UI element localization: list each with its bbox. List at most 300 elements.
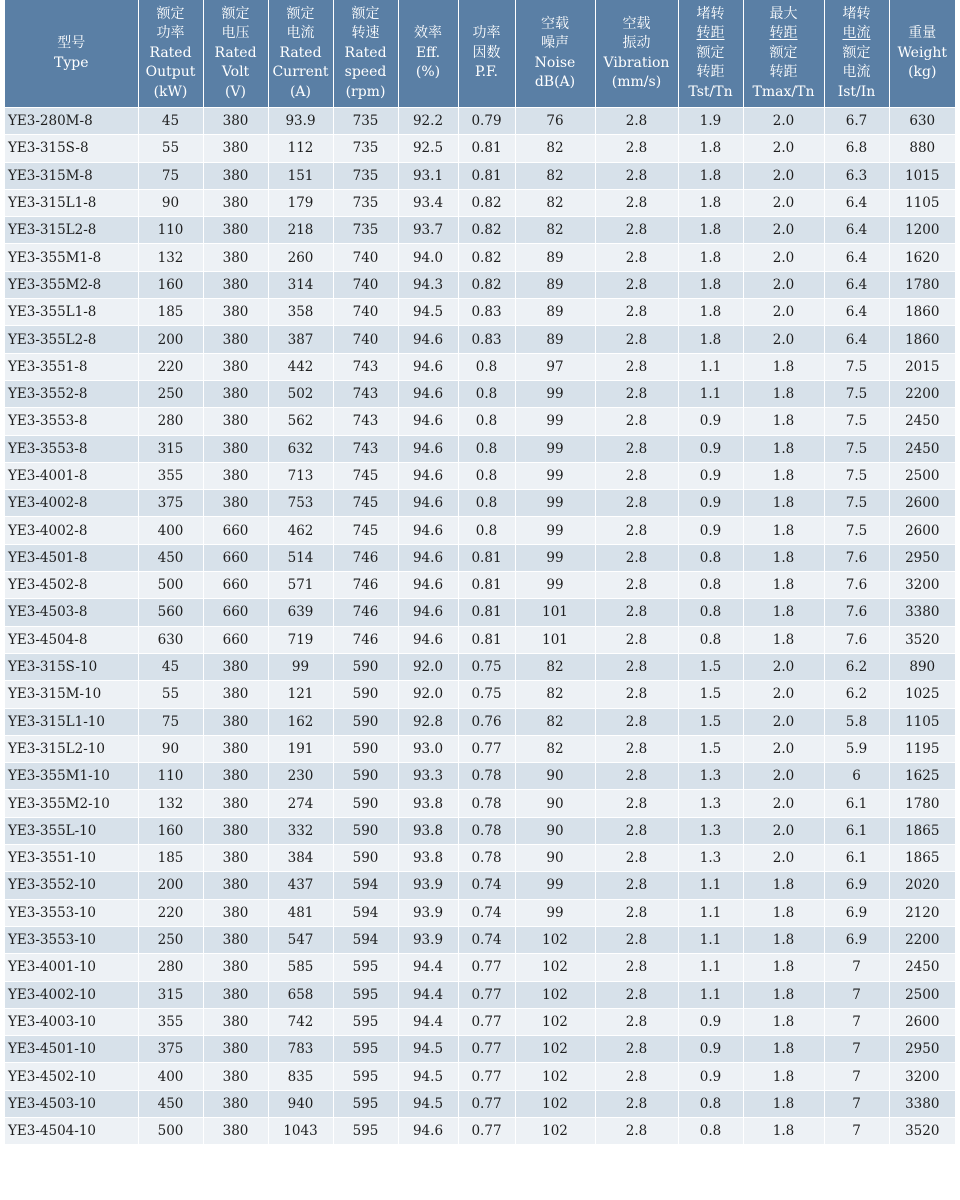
cell-tmax-tn: 1.8 bbox=[743, 1090, 824, 1117]
cell-power-factor: 0.8 bbox=[458, 462, 515, 489]
cell-ist-in: 6.3 bbox=[824, 162, 889, 189]
cell-type: YE3-3553-10 bbox=[5, 899, 138, 926]
cell-rated-speed: 745 bbox=[333, 490, 398, 517]
cell-tmax-tn: 1.8 bbox=[743, 599, 824, 626]
cell-weight: 1105 bbox=[889, 189, 955, 216]
cell-efficiency: 94.6 bbox=[398, 380, 458, 407]
cell-rated-current: 632 bbox=[268, 435, 333, 462]
cell-type: YE3-315S-8 bbox=[5, 135, 138, 162]
cell-rated-current: 658 bbox=[268, 981, 333, 1008]
cell-ist-in: 7.5 bbox=[824, 490, 889, 517]
cell-tmax-tn: 1.8 bbox=[743, 380, 824, 407]
table-row bbox=[5, 162, 955, 189]
cell-tmax-tn: 2.0 bbox=[743, 108, 824, 135]
cell-power-factor: 0.82 bbox=[458, 244, 515, 271]
cell-rated-volt: 380 bbox=[203, 353, 268, 380]
header-rated-output: 额定 功率 Rated Output (kW) bbox=[138, 0, 203, 108]
cell-rated-output: 375 bbox=[138, 1036, 203, 1063]
cell-rated-speed: 740 bbox=[333, 299, 398, 326]
cell-power-factor: 0.77 bbox=[458, 735, 515, 762]
cell-power-factor: 0.77 bbox=[458, 1036, 515, 1063]
cell-power-factor: 0.74 bbox=[458, 872, 515, 899]
table-row bbox=[5, 1090, 955, 1117]
cell-vibration: 2.8 bbox=[595, 817, 678, 844]
cell-rated-speed: 590 bbox=[333, 817, 398, 844]
cell-efficiency: 93.9 bbox=[398, 926, 458, 953]
cell-rated-output: 185 bbox=[138, 299, 203, 326]
cell-type: YE3-4503-10 bbox=[5, 1090, 138, 1117]
cell-ist-in: 6.4 bbox=[824, 217, 889, 244]
table-row bbox=[5, 271, 955, 298]
cell-type: YE3-4002-8 bbox=[5, 490, 138, 517]
cell-vibration: 2.8 bbox=[595, 162, 678, 189]
cell-rated-output: 55 bbox=[138, 135, 203, 162]
cell-noise: 99 bbox=[515, 408, 595, 435]
cell-rated-speed: 735 bbox=[333, 217, 398, 244]
cell-vibration: 2.8 bbox=[595, 872, 678, 899]
cell-efficiency: 93.4 bbox=[398, 189, 458, 216]
cell-ist-in: 5.8 bbox=[824, 708, 889, 735]
cell-type: YE3-355L2-8 bbox=[5, 326, 138, 353]
header-rated-volt: 额定 电压 Rated Volt (V) bbox=[203, 0, 268, 108]
cell-ist-in: 7 bbox=[824, 954, 889, 981]
cell-efficiency: 92.2 bbox=[398, 108, 458, 135]
cell-power-factor: 0.81 bbox=[458, 135, 515, 162]
cell-ist-in: 6.4 bbox=[824, 244, 889, 271]
cell-ist-in: 7.5 bbox=[824, 408, 889, 435]
cell-noise: 90 bbox=[515, 763, 595, 790]
cell-tmax-tn: 1.8 bbox=[743, 1063, 824, 1090]
cell-rated-current: 547 bbox=[268, 926, 333, 953]
cell-efficiency: 94.6 bbox=[398, 517, 458, 544]
cell-noise: 102 bbox=[515, 954, 595, 981]
cell-vibration: 2.8 bbox=[595, 572, 678, 599]
cell-ist-in: 7.5 bbox=[824, 517, 889, 544]
cell-vibration: 2.8 bbox=[595, 135, 678, 162]
cell-tst-tn: 0.9 bbox=[678, 435, 743, 462]
cell-rated-speed: 740 bbox=[333, 326, 398, 353]
cell-power-factor: 0.83 bbox=[458, 326, 515, 353]
cell-vibration: 2.8 bbox=[595, 790, 678, 817]
cell-ist-in: 7.6 bbox=[824, 544, 889, 571]
table-row bbox=[5, 135, 955, 162]
cell-rated-output: 132 bbox=[138, 790, 203, 817]
cell-type: YE3-3551-10 bbox=[5, 845, 138, 872]
cell-vibration: 2.8 bbox=[595, 1090, 678, 1117]
cell-tmax-tn: 1.8 bbox=[743, 408, 824, 435]
cell-efficiency: 94.3 bbox=[398, 271, 458, 298]
cell-rated-output: 250 bbox=[138, 380, 203, 407]
cell-rated-output: 160 bbox=[138, 817, 203, 844]
cell-noise: 99 bbox=[515, 490, 595, 517]
cell-vibration: 2.8 bbox=[595, 954, 678, 981]
cell-power-factor: 0.82 bbox=[458, 217, 515, 244]
cell-rated-speed: 743 bbox=[333, 408, 398, 435]
cell-power-factor: 0.8 bbox=[458, 353, 515, 380]
cell-rated-volt: 380 bbox=[203, 1090, 268, 1117]
cell-rated-speed: 743 bbox=[333, 380, 398, 407]
cell-rated-current: 713 bbox=[268, 462, 333, 489]
cell-rated-output: 315 bbox=[138, 435, 203, 462]
cell-power-factor: 0.75 bbox=[458, 681, 515, 708]
table-row bbox=[5, 217, 955, 244]
cell-weight: 3200 bbox=[889, 572, 955, 599]
cell-tmax-tn: 2.0 bbox=[743, 681, 824, 708]
cell-rated-volt: 380 bbox=[203, 1008, 268, 1035]
header-rated-current: 额定 电流 Rated Current (A) bbox=[268, 0, 333, 108]
cell-rated-volt: 380 bbox=[203, 271, 268, 298]
header-weight: 重量 Weight (kg) bbox=[889, 0, 955, 108]
cell-efficiency: 94.5 bbox=[398, 1036, 458, 1063]
cell-weight: 2450 bbox=[889, 408, 955, 435]
cell-efficiency: 93.8 bbox=[398, 790, 458, 817]
cell-efficiency: 93.7 bbox=[398, 217, 458, 244]
cell-ist-in: 6.1 bbox=[824, 845, 889, 872]
cell-power-factor: 0.81 bbox=[458, 162, 515, 189]
cell-vibration: 2.8 bbox=[595, 353, 678, 380]
cell-ist-in: 6.7 bbox=[824, 108, 889, 135]
cell-vibration: 2.8 bbox=[595, 1036, 678, 1063]
cell-rated-speed: 740 bbox=[333, 244, 398, 271]
cell-type: YE3-4504-10 bbox=[5, 1117, 138, 1144]
cell-rated-volt: 660 bbox=[203, 626, 268, 653]
cell-vibration: 2.8 bbox=[595, 462, 678, 489]
cell-rated-output: 355 bbox=[138, 1008, 203, 1035]
cell-rated-volt: 380 bbox=[203, 326, 268, 353]
cell-efficiency: 94.6 bbox=[398, 435, 458, 462]
table-row bbox=[5, 435, 955, 462]
cell-rated-volt: 380 bbox=[203, 790, 268, 817]
header-noise: 空载 噪声 Noise dB(A) bbox=[515, 0, 595, 108]
cell-ist-in: 6.9 bbox=[824, 872, 889, 899]
cell-tmax-tn: 1.8 bbox=[743, 1117, 824, 1144]
cell-tmax-tn: 1.8 bbox=[743, 490, 824, 517]
cell-type: YE3-315M-8 bbox=[5, 162, 138, 189]
cell-type: YE3-315S-10 bbox=[5, 653, 138, 680]
cell-tst-tn: 0.9 bbox=[678, 1008, 743, 1035]
cell-rated-volt: 660 bbox=[203, 572, 268, 599]
cell-ist-in: 7 bbox=[824, 1090, 889, 1117]
cell-tst-tn: 0.8 bbox=[678, 599, 743, 626]
cell-rated-volt: 380 bbox=[203, 462, 268, 489]
cell-rated-output: 375 bbox=[138, 490, 203, 517]
cell-tst-tn: 0.9 bbox=[678, 1063, 743, 1090]
cell-tmax-tn: 1.8 bbox=[743, 872, 824, 899]
header-rated-speed: 额定 转速 Rated speed (rpm) bbox=[333, 0, 398, 108]
cell-rated-output: 90 bbox=[138, 735, 203, 762]
cell-rated-current: 502 bbox=[268, 380, 333, 407]
cell-rated-speed: 590 bbox=[333, 735, 398, 762]
cell-rated-output: 200 bbox=[138, 872, 203, 899]
cell-rated-current: 230 bbox=[268, 763, 333, 790]
cell-power-factor: 0.77 bbox=[458, 1063, 515, 1090]
cell-rated-output: 220 bbox=[138, 353, 203, 380]
cell-rated-current: 384 bbox=[268, 845, 333, 872]
cell-ist-in: 7 bbox=[824, 1117, 889, 1144]
cell-tst-tn: 1.1 bbox=[678, 380, 743, 407]
cell-noise: 99 bbox=[515, 544, 595, 571]
cell-tst-tn: 1.1 bbox=[678, 954, 743, 981]
cell-rated-volt: 380 bbox=[203, 708, 268, 735]
table-body bbox=[5, 108, 955, 1145]
cell-tst-tn: 0.9 bbox=[678, 1036, 743, 1063]
cell-vibration: 2.8 bbox=[595, 299, 678, 326]
cell-rated-current: 151 bbox=[268, 162, 333, 189]
cell-noise: 89 bbox=[515, 244, 595, 271]
cell-tst-tn: 1.9 bbox=[678, 108, 743, 135]
cell-tst-tn: 0.8 bbox=[678, 544, 743, 571]
cell-rated-volt: 380 bbox=[203, 653, 268, 680]
cell-rated-output: 280 bbox=[138, 408, 203, 435]
cell-weight: 2200 bbox=[889, 380, 955, 407]
cell-ist-in: 7 bbox=[824, 1036, 889, 1063]
cell-rated-speed: 590 bbox=[333, 708, 398, 735]
cell-rated-current: 387 bbox=[268, 326, 333, 353]
cell-vibration: 2.8 bbox=[595, 1063, 678, 1090]
table-row bbox=[5, 108, 955, 135]
cell-weight: 1860 bbox=[889, 326, 955, 353]
cell-tmax-tn: 2.0 bbox=[743, 763, 824, 790]
cell-vibration: 2.8 bbox=[595, 271, 678, 298]
cell-power-factor: 0.74 bbox=[458, 926, 515, 953]
cell-tst-tn: 1.1 bbox=[678, 353, 743, 380]
cell-noise: 102 bbox=[515, 1090, 595, 1117]
cell-tmax-tn: 1.8 bbox=[743, 899, 824, 926]
cell-vibration: 2.8 bbox=[595, 380, 678, 407]
cell-rated-volt: 380 bbox=[203, 1036, 268, 1063]
cell-vibration: 2.8 bbox=[595, 435, 678, 462]
cell-rated-output: 450 bbox=[138, 544, 203, 571]
header-tst-tn: 堵转 转距 额定 转距 Tst/Tn bbox=[678, 0, 743, 108]
cell-noise: 101 bbox=[515, 626, 595, 653]
table-row bbox=[5, 462, 955, 489]
cell-rated-speed: 746 bbox=[333, 599, 398, 626]
cell-weight: 1780 bbox=[889, 790, 955, 817]
cell-rated-speed: 595 bbox=[333, 1036, 398, 1063]
cell-tst-tn: 1.3 bbox=[678, 790, 743, 817]
cell-rated-speed: 594 bbox=[333, 899, 398, 926]
cell-efficiency: 94.6 bbox=[398, 544, 458, 571]
cell-weight: 2020 bbox=[889, 872, 955, 899]
cell-rated-current: 314 bbox=[268, 271, 333, 298]
cell-tst-tn: 1.8 bbox=[678, 271, 743, 298]
cell-rated-speed: 735 bbox=[333, 108, 398, 135]
cell-weight: 1625 bbox=[889, 763, 955, 790]
cell-rated-output: 75 bbox=[138, 162, 203, 189]
table-row bbox=[5, 899, 955, 926]
cell-noise: 99 bbox=[515, 462, 595, 489]
cell-tmax-tn: 2.0 bbox=[743, 790, 824, 817]
cell-tst-tn: 1.5 bbox=[678, 708, 743, 735]
cell-noise: 99 bbox=[515, 380, 595, 407]
cell-rated-volt: 660 bbox=[203, 599, 268, 626]
table-row bbox=[5, 1036, 955, 1063]
table-row bbox=[5, 572, 955, 599]
cell-rated-volt: 380 bbox=[203, 926, 268, 953]
cell-weight: 3380 bbox=[889, 599, 955, 626]
table-row bbox=[5, 380, 955, 407]
cell-weight: 3380 bbox=[889, 1090, 955, 1117]
cell-rated-output: 200 bbox=[138, 326, 203, 353]
cell-type: YE3-4003-10 bbox=[5, 1008, 138, 1035]
cell-noise: 82 bbox=[515, 681, 595, 708]
cell-tst-tn: 1.3 bbox=[678, 845, 743, 872]
cell-rated-output: 132 bbox=[138, 244, 203, 271]
cell-rated-volt: 380 bbox=[203, 408, 268, 435]
cell-tst-tn: 1.8 bbox=[678, 244, 743, 271]
cell-weight: 1015 bbox=[889, 162, 955, 189]
cell-weight: 2015 bbox=[889, 353, 955, 380]
cell-power-factor: 0.8 bbox=[458, 490, 515, 517]
cell-noise: 82 bbox=[515, 735, 595, 762]
cell-efficiency: 94.4 bbox=[398, 981, 458, 1008]
cell-weight: 3520 bbox=[889, 1117, 955, 1144]
cell-rated-volt: 380 bbox=[203, 244, 268, 271]
cell-tmax-tn: 1.8 bbox=[743, 517, 824, 544]
cell-noise: 102 bbox=[515, 1036, 595, 1063]
cell-efficiency: 93.9 bbox=[398, 899, 458, 926]
table-row bbox=[5, 353, 955, 380]
cell-power-factor: 0.76 bbox=[458, 708, 515, 735]
cell-weight: 1195 bbox=[889, 735, 955, 762]
cell-tst-tn: 1.1 bbox=[678, 926, 743, 953]
cell-noise: 90 bbox=[515, 817, 595, 844]
cell-vibration: 2.8 bbox=[595, 599, 678, 626]
cell-ist-in: 6 bbox=[824, 763, 889, 790]
cell-noise: 101 bbox=[515, 599, 595, 626]
table-row bbox=[5, 244, 955, 271]
cell-rated-speed: 590 bbox=[333, 790, 398, 817]
cell-noise: 82 bbox=[515, 189, 595, 216]
cell-power-factor: 0.77 bbox=[458, 981, 515, 1008]
cell-tmax-tn: 2.0 bbox=[743, 162, 824, 189]
cell-noise: 102 bbox=[515, 1008, 595, 1035]
cell-weight: 2500 bbox=[889, 462, 955, 489]
cell-noise: 99 bbox=[515, 517, 595, 544]
cell-ist-in: 6.4 bbox=[824, 271, 889, 298]
cell-power-factor: 0.78 bbox=[458, 817, 515, 844]
table-row bbox=[5, 926, 955, 953]
cell-weight: 1865 bbox=[889, 817, 955, 844]
cell-vibration: 2.8 bbox=[595, 408, 678, 435]
cell-tst-tn: 0.8 bbox=[678, 1090, 743, 1117]
cell-weight: 1200 bbox=[889, 217, 955, 244]
cell-efficiency: 92.0 bbox=[398, 681, 458, 708]
cell-vibration: 2.8 bbox=[595, 544, 678, 571]
cell-tst-tn: 0.8 bbox=[678, 572, 743, 599]
cell-tmax-tn: 1.8 bbox=[743, 954, 824, 981]
cell-type: YE3-4502-10 bbox=[5, 1063, 138, 1090]
cell-tmax-tn: 2.0 bbox=[743, 135, 824, 162]
cell-ist-in: 6.2 bbox=[824, 653, 889, 680]
cell-rated-current: 437 bbox=[268, 872, 333, 899]
cell-rated-volt: 380 bbox=[203, 845, 268, 872]
cell-power-factor: 0.77 bbox=[458, 954, 515, 981]
cell-rated-speed: 735 bbox=[333, 135, 398, 162]
cell-power-factor: 0.83 bbox=[458, 299, 515, 326]
cell-noise: 99 bbox=[515, 435, 595, 462]
table-row bbox=[5, 1063, 955, 1090]
cell-noise: 89 bbox=[515, 299, 595, 326]
cell-rated-current: 179 bbox=[268, 189, 333, 216]
cell-efficiency: 94.5 bbox=[398, 1090, 458, 1117]
cell-vibration: 2.8 bbox=[595, 926, 678, 953]
cell-ist-in: 7.5 bbox=[824, 462, 889, 489]
table-row bbox=[5, 299, 955, 326]
cell-type: YE3-355M1-8 bbox=[5, 244, 138, 271]
cell-tst-tn: 1.8 bbox=[678, 189, 743, 216]
cell-rated-current: 639 bbox=[268, 599, 333, 626]
cell-tst-tn: 1.1 bbox=[678, 981, 743, 1008]
cell-rated-output: 160 bbox=[138, 271, 203, 298]
table-row bbox=[5, 599, 955, 626]
cell-rated-volt: 380 bbox=[203, 763, 268, 790]
cell-rated-volt: 380 bbox=[203, 162, 268, 189]
header-row bbox=[5, 0, 955, 108]
cell-tst-tn: 1.8 bbox=[678, 326, 743, 353]
table-row bbox=[5, 544, 955, 571]
cell-type: YE3-3552-10 bbox=[5, 872, 138, 899]
cell-type: YE3-315L1-8 bbox=[5, 189, 138, 216]
cell-type: YE3-280M-8 bbox=[5, 108, 138, 135]
cell-weight: 2600 bbox=[889, 490, 955, 517]
cell-efficiency: 93.9 bbox=[398, 872, 458, 899]
cell-noise: 102 bbox=[515, 981, 595, 1008]
table-row bbox=[5, 653, 955, 680]
cell-tst-tn: 1.5 bbox=[678, 653, 743, 680]
cell-rated-current: 442 bbox=[268, 353, 333, 380]
cell-noise: 82 bbox=[515, 217, 595, 244]
cell-rated-speed: 595 bbox=[333, 1090, 398, 1117]
cell-noise: 82 bbox=[515, 708, 595, 735]
cell-rated-output: 110 bbox=[138, 217, 203, 244]
cell-rated-volt: 380 bbox=[203, 380, 268, 407]
table-row bbox=[5, 735, 955, 762]
cell-tmax-tn: 2.0 bbox=[743, 326, 824, 353]
cell-weight: 3200 bbox=[889, 1063, 955, 1090]
cell-type: YE3-4501-10 bbox=[5, 1036, 138, 1063]
cell-ist-in: 7.6 bbox=[824, 626, 889, 653]
cell-noise: 99 bbox=[515, 872, 595, 899]
cell-vibration: 2.8 bbox=[595, 490, 678, 517]
cell-vibration: 2.8 bbox=[595, 981, 678, 1008]
cell-power-factor: 0.77 bbox=[458, 1117, 515, 1144]
table-row bbox=[5, 1117, 955, 1144]
table-row bbox=[5, 626, 955, 653]
cell-efficiency: 94.4 bbox=[398, 1008, 458, 1035]
cell-rated-volt: 380 bbox=[203, 217, 268, 244]
cell-efficiency: 94.6 bbox=[398, 353, 458, 380]
cell-efficiency: 94.0 bbox=[398, 244, 458, 271]
cell-power-factor: 0.81 bbox=[458, 544, 515, 571]
cell-rated-volt: 380 bbox=[203, 981, 268, 1008]
cell-rated-current: 562 bbox=[268, 408, 333, 435]
cell-efficiency: 94.6 bbox=[398, 572, 458, 599]
cell-type: YE3-355M2-8 bbox=[5, 271, 138, 298]
cell-rated-current: 274 bbox=[268, 790, 333, 817]
cell-tst-tn: 0.8 bbox=[678, 1117, 743, 1144]
cell-rated-current: 121 bbox=[268, 681, 333, 708]
cell-rated-current: 783 bbox=[268, 1036, 333, 1063]
cell-tst-tn: 0.9 bbox=[678, 517, 743, 544]
cell-weight: 2950 bbox=[889, 1036, 955, 1063]
cell-type: YE3-4002-10 bbox=[5, 981, 138, 1008]
cell-rated-speed: 743 bbox=[333, 353, 398, 380]
cell-type: YE3-4001-8 bbox=[5, 462, 138, 489]
cell-tmax-tn: 1.8 bbox=[743, 435, 824, 462]
cell-efficiency: 94.5 bbox=[398, 1063, 458, 1090]
cell-weight: 1860 bbox=[889, 299, 955, 326]
